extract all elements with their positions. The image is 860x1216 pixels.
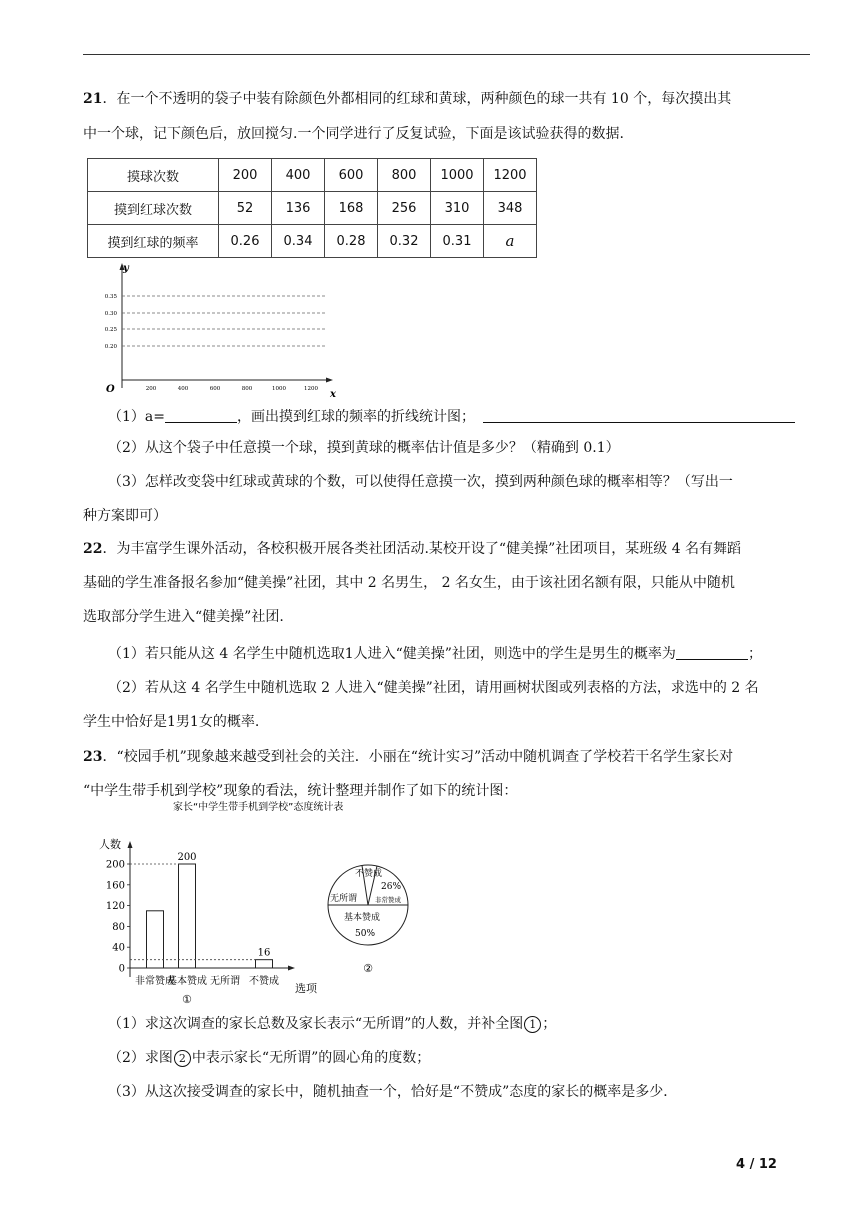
q23-part2: （2）求图 2 中表示家长“无所谓”的圆心角的度数； xyxy=(108,1050,431,1066)
slice-label: 基本赞成 xyxy=(344,913,381,923)
q23-line2: “中学生带手机到学校”现象的看法，统计整理并制作了如下的统计图： xyxy=(83,783,518,799)
figure-label: ① xyxy=(182,993,192,1006)
category-label: 不赞成 xyxy=(249,976,279,987)
table-cell: 0.31 xyxy=(431,225,484,258)
chart-title: 家长“中学生带手机到学校”态度统计表 xyxy=(173,802,344,813)
y-tick-label: 0.30 xyxy=(104,311,117,317)
table-cell: 52 xyxy=(219,192,272,225)
q21-data-table xyxy=(87,158,537,258)
q22-part2-line1: （2）若从这 4 名学生中随机选取 2 人进入“健美操”社团，请用画树状图或列表格的方法，求选中的 2 名 xyxy=(108,680,759,696)
table-cell: a xyxy=(484,225,537,258)
y-tick-label: 0.25 xyxy=(104,327,117,333)
y-tick-label: 200 xyxy=(105,859,125,871)
q23-number: 23 xyxy=(83,749,103,765)
table-cell: 摸到红球的频率 xyxy=(88,225,219,258)
data-label: 200 xyxy=(177,852,197,863)
slice-percent: 50% xyxy=(355,929,376,939)
answer-blank[interactable] xyxy=(676,644,748,660)
q21-line1: 21．在一个不透明的袋子中装有除颜色外都相同的红球和黄球，两种颜色的球一共有 10 个，每次摸出其 xyxy=(83,91,732,107)
y-tick-label: 0.35 xyxy=(104,294,117,300)
table-cell: 400 xyxy=(272,159,325,192)
figure-ref-1: 1 xyxy=(524,1016,541,1033)
y-axis-label: y xyxy=(123,263,129,274)
answer-blank[interactable] xyxy=(483,407,795,423)
category-label: 无所谓 xyxy=(210,976,240,987)
q23-part1: （1）求这次调查的家长总数及家长表示“无所谓”的人数，并补全图 1 ； xyxy=(108,1016,557,1032)
table-cell: 0.34 xyxy=(272,225,325,258)
data-label: 16 xyxy=(257,947,271,959)
table-cell: 0.32 xyxy=(378,225,431,258)
q22-number: 22 xyxy=(83,541,103,557)
slice-label: 不赞成 xyxy=(355,869,383,879)
category-label: 非常赞成 xyxy=(135,976,175,987)
category-label: 基本赞成 xyxy=(167,976,207,987)
x-tick-label: 800 xyxy=(241,386,253,392)
table-cell: 摸到红球次数 xyxy=(88,192,219,225)
x-tick-label: 1200 xyxy=(304,386,318,392)
table-cell: 800 xyxy=(378,159,431,192)
q22-line3: 选取部分学生进入“健美操”社团. xyxy=(83,609,284,625)
table-cell: 256 xyxy=(378,192,431,225)
x-tick-label: 600 xyxy=(209,386,221,392)
table-cell: 1200 xyxy=(484,159,537,192)
y-tick-label: 40 xyxy=(112,942,125,954)
table-cell: 600 xyxy=(325,159,378,192)
y-tick-label: 80 xyxy=(112,921,125,933)
figure-label: ② xyxy=(363,962,373,975)
origin-label: O xyxy=(106,384,115,395)
q21-number: 21 xyxy=(83,91,103,107)
q21-part3-line1: （3）怎样改变袋中红球或黄球的个数，可以使得任意摸一次，摸到两种颜色球的概率相等？（写出一 xyxy=(108,474,733,490)
table-cell: 0.28 xyxy=(325,225,378,258)
y-tick-label: 0.20 xyxy=(104,344,117,350)
table-row xyxy=(88,159,537,192)
table-row xyxy=(88,192,537,225)
y-tick-label: 0 xyxy=(118,963,125,975)
slice-percent: 26% xyxy=(381,882,402,892)
table-cell: 168 xyxy=(325,192,378,225)
table-cell: 348 xyxy=(484,192,537,225)
figure-ref-2: 2 xyxy=(174,1050,191,1067)
header-rule xyxy=(83,54,810,55)
x-tick-label: 1000 xyxy=(272,386,286,392)
q22-line2: 基础的学生准备报名参加“健美操”社团，其中 2 名男生， 2 名女生，由于该社团名额有限，只能从中随机 xyxy=(83,575,735,591)
x-axis-label: 选项 xyxy=(295,982,317,995)
bar xyxy=(179,864,196,968)
q21-line2: 中一个球，记下颜色后，放回搅匀.一个同学进行了反复试验，下面是该试验获得的数据. xyxy=(83,126,624,142)
q21-frequency-graph xyxy=(95,260,345,400)
table-cell: 1000 xyxy=(431,159,484,192)
answer-blank[interactable] xyxy=(165,407,237,423)
q22-part2-line2: 学生中恰好是1男1女的概率. xyxy=(83,714,260,730)
q23-part3: （3）从这次接受调查的家长中，随机抽查一个，恰好是“不赞成”态度的家长的概率是多少． xyxy=(108,1084,678,1100)
slice-label: 非常赞成 xyxy=(375,896,401,904)
x-axis-label: x xyxy=(330,389,336,400)
slice-label: 无所谓 xyxy=(330,894,358,904)
q23-line1: 23．“校园手机”现象越来越受到社会的关注．小丽在“统计实习”活动中随机调查了学校若干名学生家长对 xyxy=(83,749,734,765)
q21-part3-line2: 种方案即可） xyxy=(83,508,167,524)
x-tick-label: 400 xyxy=(177,386,189,392)
table-cell: 136 xyxy=(272,192,325,225)
y-tick-label: 160 xyxy=(105,880,125,892)
q22-part1: （1）若只能从这 4 名学生中随机选取1人进入“健美操”社团，则选中的学生是男生的概率为 ； xyxy=(108,646,762,662)
bar xyxy=(256,960,273,968)
y-axis-label: 人数 xyxy=(99,838,121,851)
q23-pie-chart xyxy=(322,855,432,985)
table-row xyxy=(88,225,537,258)
y-tick-label: 120 xyxy=(105,901,125,913)
q21-part1: （1）a= ，画出摸到红球的频率的折线统计图； xyxy=(108,406,810,428)
table-cell: 0.26 xyxy=(219,225,272,258)
q21-part2: （2）从这个袋子中任意摸一个球，摸到黄球的概率估计值是多少？（精确到 0.1） xyxy=(108,440,620,456)
page-number: 4 / 12 xyxy=(736,1157,777,1172)
q22-line1: 22．为丰富学生课外活动，各校积极开展各类社团活动.某校开设了“健美操”社团项目，某班级 4 名有舞蹈 xyxy=(83,541,742,557)
table-cell: 200 xyxy=(219,159,272,192)
table-cell: 310 xyxy=(431,192,484,225)
x-tick-label: 200 xyxy=(145,386,157,392)
table-cell: 摸球次数 xyxy=(88,159,219,192)
